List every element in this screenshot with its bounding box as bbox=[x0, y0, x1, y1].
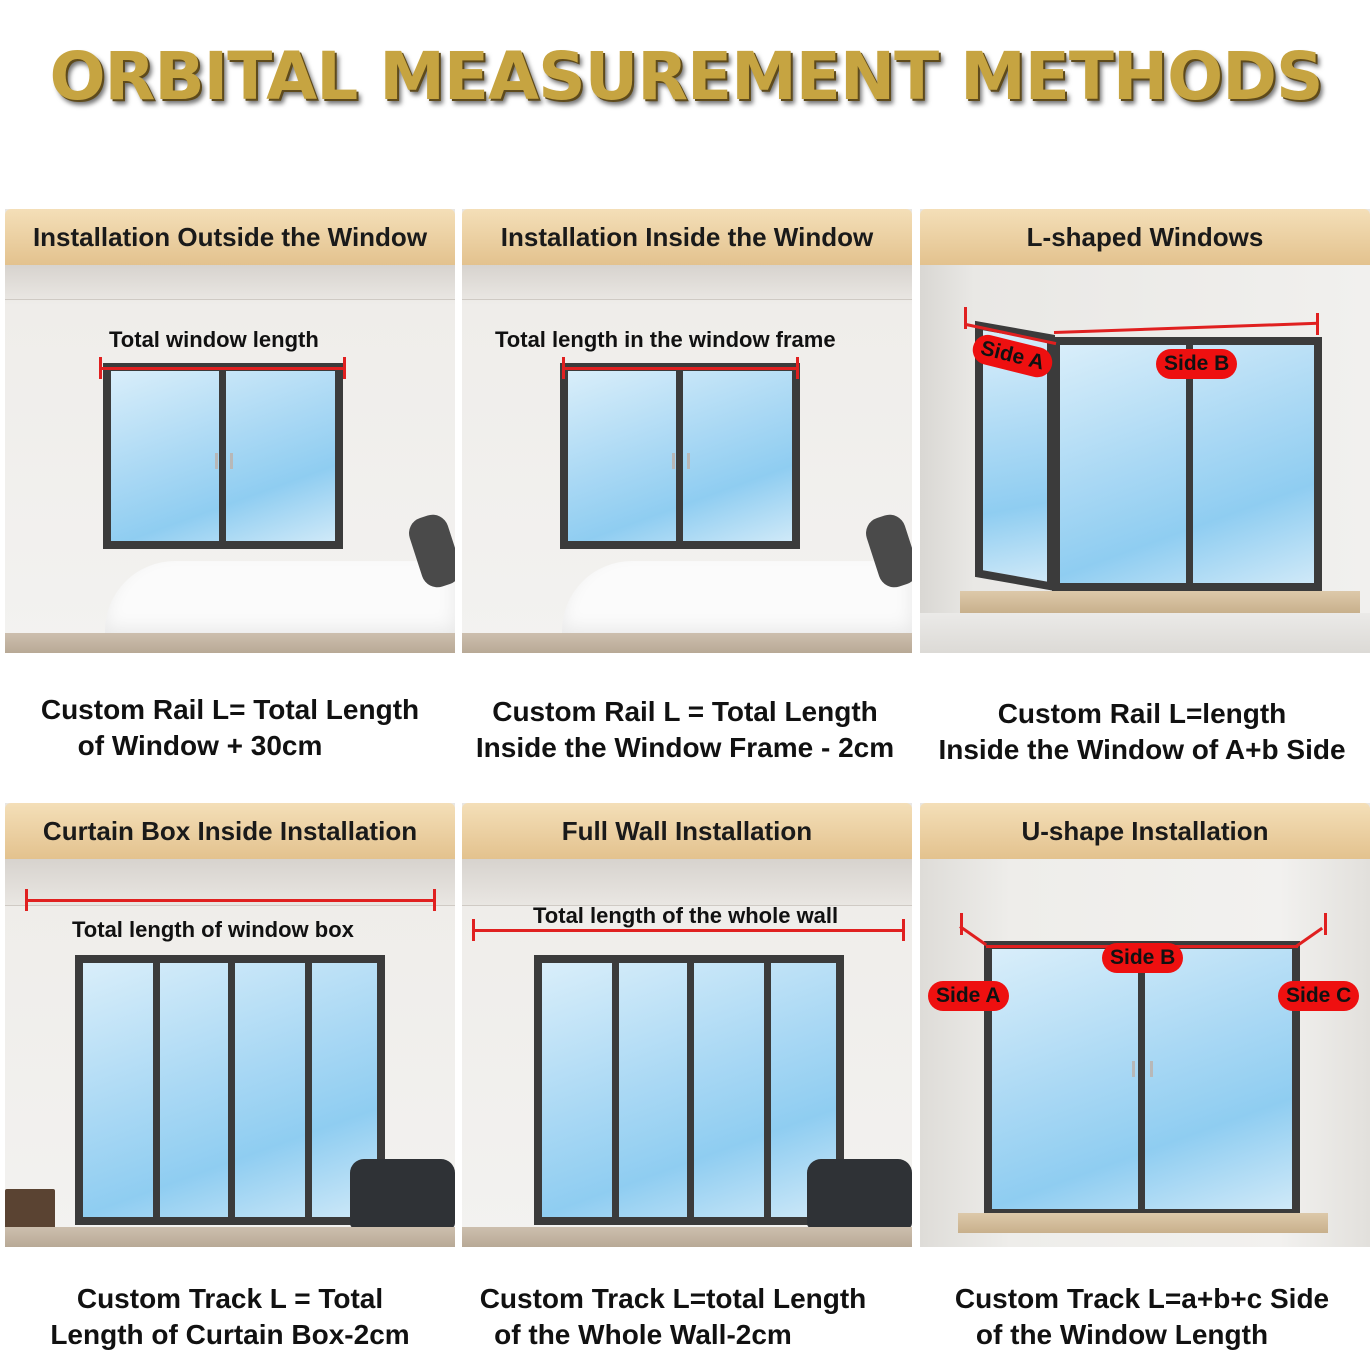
formula-line-2: Length of Curtain Box-2cm bbox=[50, 1319, 410, 1350]
panel-header: Curtain Box Inside Installation bbox=[5, 803, 455, 859]
panel-header: L-shaped Windows bbox=[920, 209, 1370, 265]
panel-u-shape bbox=[920, 803, 1370, 1247]
panel-curtain-box bbox=[5, 803, 455, 1247]
panel-header: U-shape Installation bbox=[920, 803, 1370, 859]
measure-line bbox=[562, 367, 798, 370]
formula-l-shaped bbox=[914, 696, 1370, 768]
formula-u-shape bbox=[914, 1281, 1370, 1353]
measure-tick-right bbox=[343, 357, 346, 379]
formula-line-2: of Window + 30cm bbox=[77, 730, 323, 761]
room-scene bbox=[5, 265, 455, 653]
measure-tick-right bbox=[1316, 313, 1319, 335]
window-mullion bbox=[1138, 949, 1145, 1209]
side-a-badge: Side A bbox=[970, 332, 1055, 381]
formula-line-1: Custom Rail L= Total Length bbox=[40, 694, 420, 725]
measure-label: Total window length bbox=[109, 327, 319, 352]
floor bbox=[462, 633, 912, 653]
ceiling bbox=[5, 265, 455, 300]
window-frame bbox=[103, 363, 343, 549]
window-handle bbox=[215, 453, 218, 469]
window-mullion bbox=[764, 963, 771, 1217]
window-sill bbox=[960, 591, 1360, 613]
window-mullion bbox=[612, 963, 619, 1217]
formula-line-2: Inside the Window Frame - 2cm bbox=[475, 732, 895, 763]
tv-cabinet bbox=[5, 1189, 55, 1229]
formula-line-2: of the Whole Wall-2cm bbox=[494, 1319, 792, 1350]
side-a-badge: Side A bbox=[928, 981, 1009, 1011]
window-mullion bbox=[1186, 345, 1193, 583]
measure-line bbox=[25, 899, 435, 902]
window-handle bbox=[230, 453, 233, 469]
page-title: ORBITAL MEASUREMENT METHODS bbox=[49, 38, 1323, 115]
floor bbox=[462, 1227, 912, 1247]
room-scene bbox=[5, 859, 455, 1247]
window-mullion bbox=[153, 963, 160, 1217]
window-frame bbox=[75, 955, 385, 1225]
room-scene bbox=[920, 265, 1370, 653]
window-handle bbox=[1132, 1061, 1135, 1077]
formula-line-2: of the Window Length bbox=[975, 1319, 1269, 1350]
formula-line-1: Custom Rail L = Total Length bbox=[492, 696, 878, 727]
panel-header: Full Wall Installation bbox=[462, 803, 912, 859]
measure-line-side-c bbox=[1295, 927, 1323, 948]
window-frame bbox=[560, 363, 800, 549]
formula-line-1: Custom Rail L=length bbox=[997, 698, 1287, 729]
measure-tick-right bbox=[902, 919, 905, 941]
window-handle bbox=[672, 453, 675, 469]
side-b-badge: Side B bbox=[1156, 349, 1237, 379]
formula-line-1: Custom Track L = Total bbox=[76, 1283, 384, 1314]
window-handle bbox=[1150, 1061, 1153, 1077]
floor bbox=[5, 1227, 455, 1247]
window-sill bbox=[958, 1213, 1328, 1233]
armchair bbox=[350, 1159, 455, 1229]
room-scene bbox=[462, 859, 912, 1247]
measure-label: Total length of window box bbox=[72, 917, 354, 942]
floor bbox=[5, 633, 455, 653]
window-frame bbox=[984, 941, 1300, 1217]
formula-line-2: Inside the Window of A+b Side bbox=[938, 734, 1346, 765]
measure-tick-left bbox=[99, 357, 102, 379]
formula-outside-window bbox=[2, 692, 458, 764]
window-mullion bbox=[676, 371, 683, 541]
measure-tick-left bbox=[472, 919, 475, 941]
floor bbox=[920, 613, 1370, 653]
measure-line bbox=[472, 929, 904, 932]
formula-line-1: Custom Track L=total Length bbox=[479, 1283, 867, 1314]
formula-line-1: Custom Track L=a+b+c Side bbox=[954, 1283, 1330, 1314]
measure-tick-left bbox=[25, 889, 28, 911]
window-mullion bbox=[305, 963, 312, 1217]
measure-label: Total length in the window frame bbox=[495, 327, 836, 352]
window-handle bbox=[687, 453, 690, 469]
panel-l-shaped bbox=[920, 209, 1370, 653]
measure-line bbox=[99, 367, 345, 370]
measure-tick-right bbox=[433, 889, 436, 911]
panel-full-wall bbox=[462, 803, 912, 1247]
formula-inside-window bbox=[457, 694, 913, 766]
window-mullion bbox=[219, 371, 226, 541]
measure-tick-left bbox=[964, 307, 967, 329]
bed bbox=[562, 561, 912, 639]
measure-tick-right bbox=[796, 357, 799, 379]
room-scene bbox=[462, 265, 912, 653]
armchair bbox=[807, 1159, 912, 1229]
formula-full-wall bbox=[445, 1281, 901, 1353]
measure-tick-right bbox=[1324, 913, 1327, 935]
measure-label: Total length of the whole wall bbox=[533, 903, 839, 928]
ceiling bbox=[462, 859, 912, 906]
measure-line-side-a bbox=[959, 925, 987, 946]
window-frame bbox=[534, 955, 844, 1225]
panel-header: Installation Inside the Window bbox=[462, 209, 912, 265]
window-mullion bbox=[228, 963, 235, 1217]
measure-tick-left bbox=[562, 357, 565, 379]
side-b-badge: Side B bbox=[1102, 943, 1183, 973]
measure-line-side-b bbox=[1054, 322, 1318, 334]
panel-inside-window bbox=[462, 209, 912, 653]
panel-header: Installation Outside the Window bbox=[5, 209, 455, 265]
measure-tick-left bbox=[960, 913, 963, 935]
room-scene bbox=[920, 859, 1370, 1247]
ceiling bbox=[462, 265, 912, 300]
side-c-badge: Side C bbox=[1278, 981, 1359, 1011]
bed bbox=[105, 561, 455, 639]
panel-outside-window bbox=[5, 209, 455, 653]
window-mullion bbox=[687, 963, 694, 1217]
